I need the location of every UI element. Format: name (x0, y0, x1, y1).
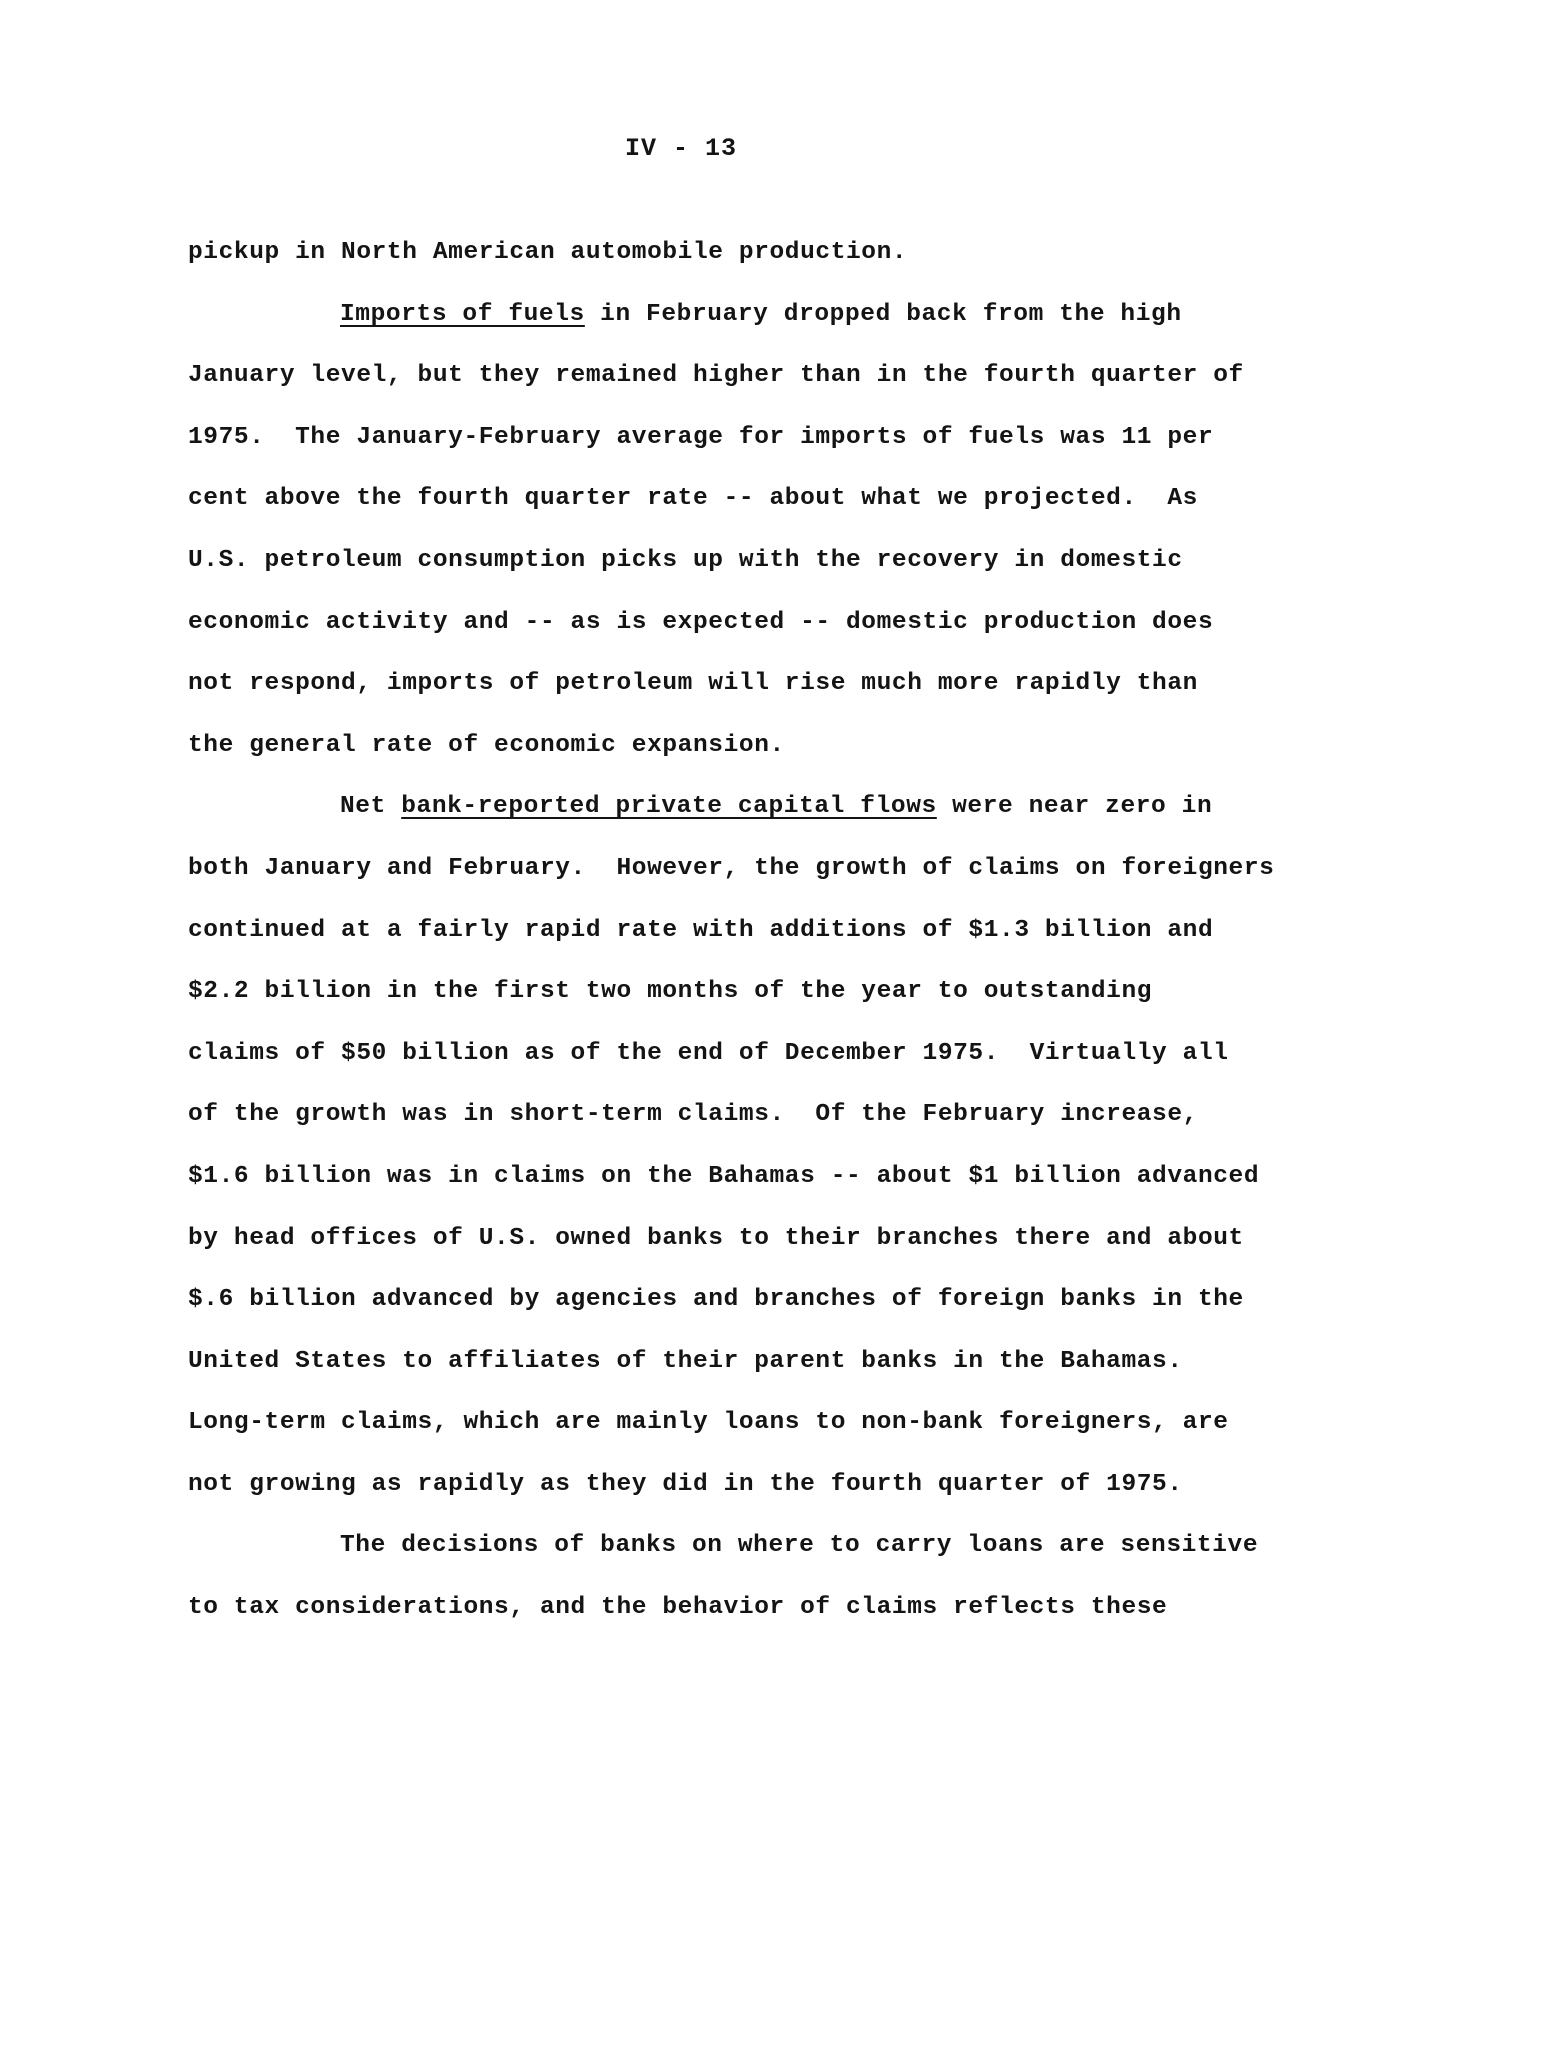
text-line: the general rate of economic expansion. (188, 731, 785, 759)
text-line: by head offices of U.S. owned banks to their branches there and about (188, 1224, 1244, 1252)
text-line: cent above the fourth quarter rate -- about what we projected. As (188, 485, 1198, 513)
text-line: economic activity and -- as is expected -- domestic production does (188, 608, 1214, 636)
line-suffix: were near zero in (936, 793, 1213, 821)
text-line: United States to affiliates of their parent banks in the Bahamas. (188, 1347, 1183, 1375)
text-line: not growing as rapidly as they did in the fourth quarter of 1975. (188, 1470, 1183, 1498)
text-line: U.S. petroleum consumption picks up with the recovery in domestic (188, 546, 1183, 574)
text-line: pickup in North American automobile production. (188, 239, 908, 266)
text-line: of the growth was in short-term claims. Of the February increase, (188, 1101, 1198, 1129)
text-line: claims of $50 billion as of the end of December 1975. Virtually all (188, 1039, 1229, 1067)
line-prefix: Net (340, 793, 402, 821)
text-line: continued at a fairly rapid rate with additions of $1.3 billion and (188, 916, 1214, 944)
paragraph-start-capital-flows (188, 776, 1338, 838)
text-line: $.6 billion advanced by agencies and branches of foreign banks in the (188, 1286, 1244, 1314)
section-heading-imports-of-fuels: Imports of fuels (340, 300, 585, 328)
text-line: to tax considerations, and the behavior of claims reflects these (188, 1594, 1168, 1622)
text-line: not respond, imports of petroleum will rise much more rapidly than (188, 670, 1198, 698)
text-line: both January and February. However, the growth of claims on foreigners (188, 854, 1275, 882)
text-line: January level, but they remained higher than in the fourth quarter of (188, 362, 1244, 390)
text-line: Long-term claims, which are mainly loans to non-bank foreigners, are (188, 1409, 1229, 1437)
section-heading-capital-flows: bank-reported private capital flows (401, 793, 937, 821)
text-line: $1.6 billion was in claims on the Bahamas -- about $1 billion advanced (188, 1162, 1260, 1190)
paragraph-start-decisions: The decisions of banks on where to carry loans are sensitive (340, 1532, 1259, 1560)
line-suffix: in February dropped back from the high (584, 300, 1182, 328)
text-line: $2.2 billion in the first two months of the year to outstanding (188, 978, 1153, 1006)
paragraph-start-imports-of-fuels (188, 284, 1338, 346)
body-text (188, 222, 1338, 1639)
text-line: 1975. The January-February average for imports of fuels was 11 per (188, 423, 1214, 451)
page-number: IV - 13 (625, 134, 738, 163)
